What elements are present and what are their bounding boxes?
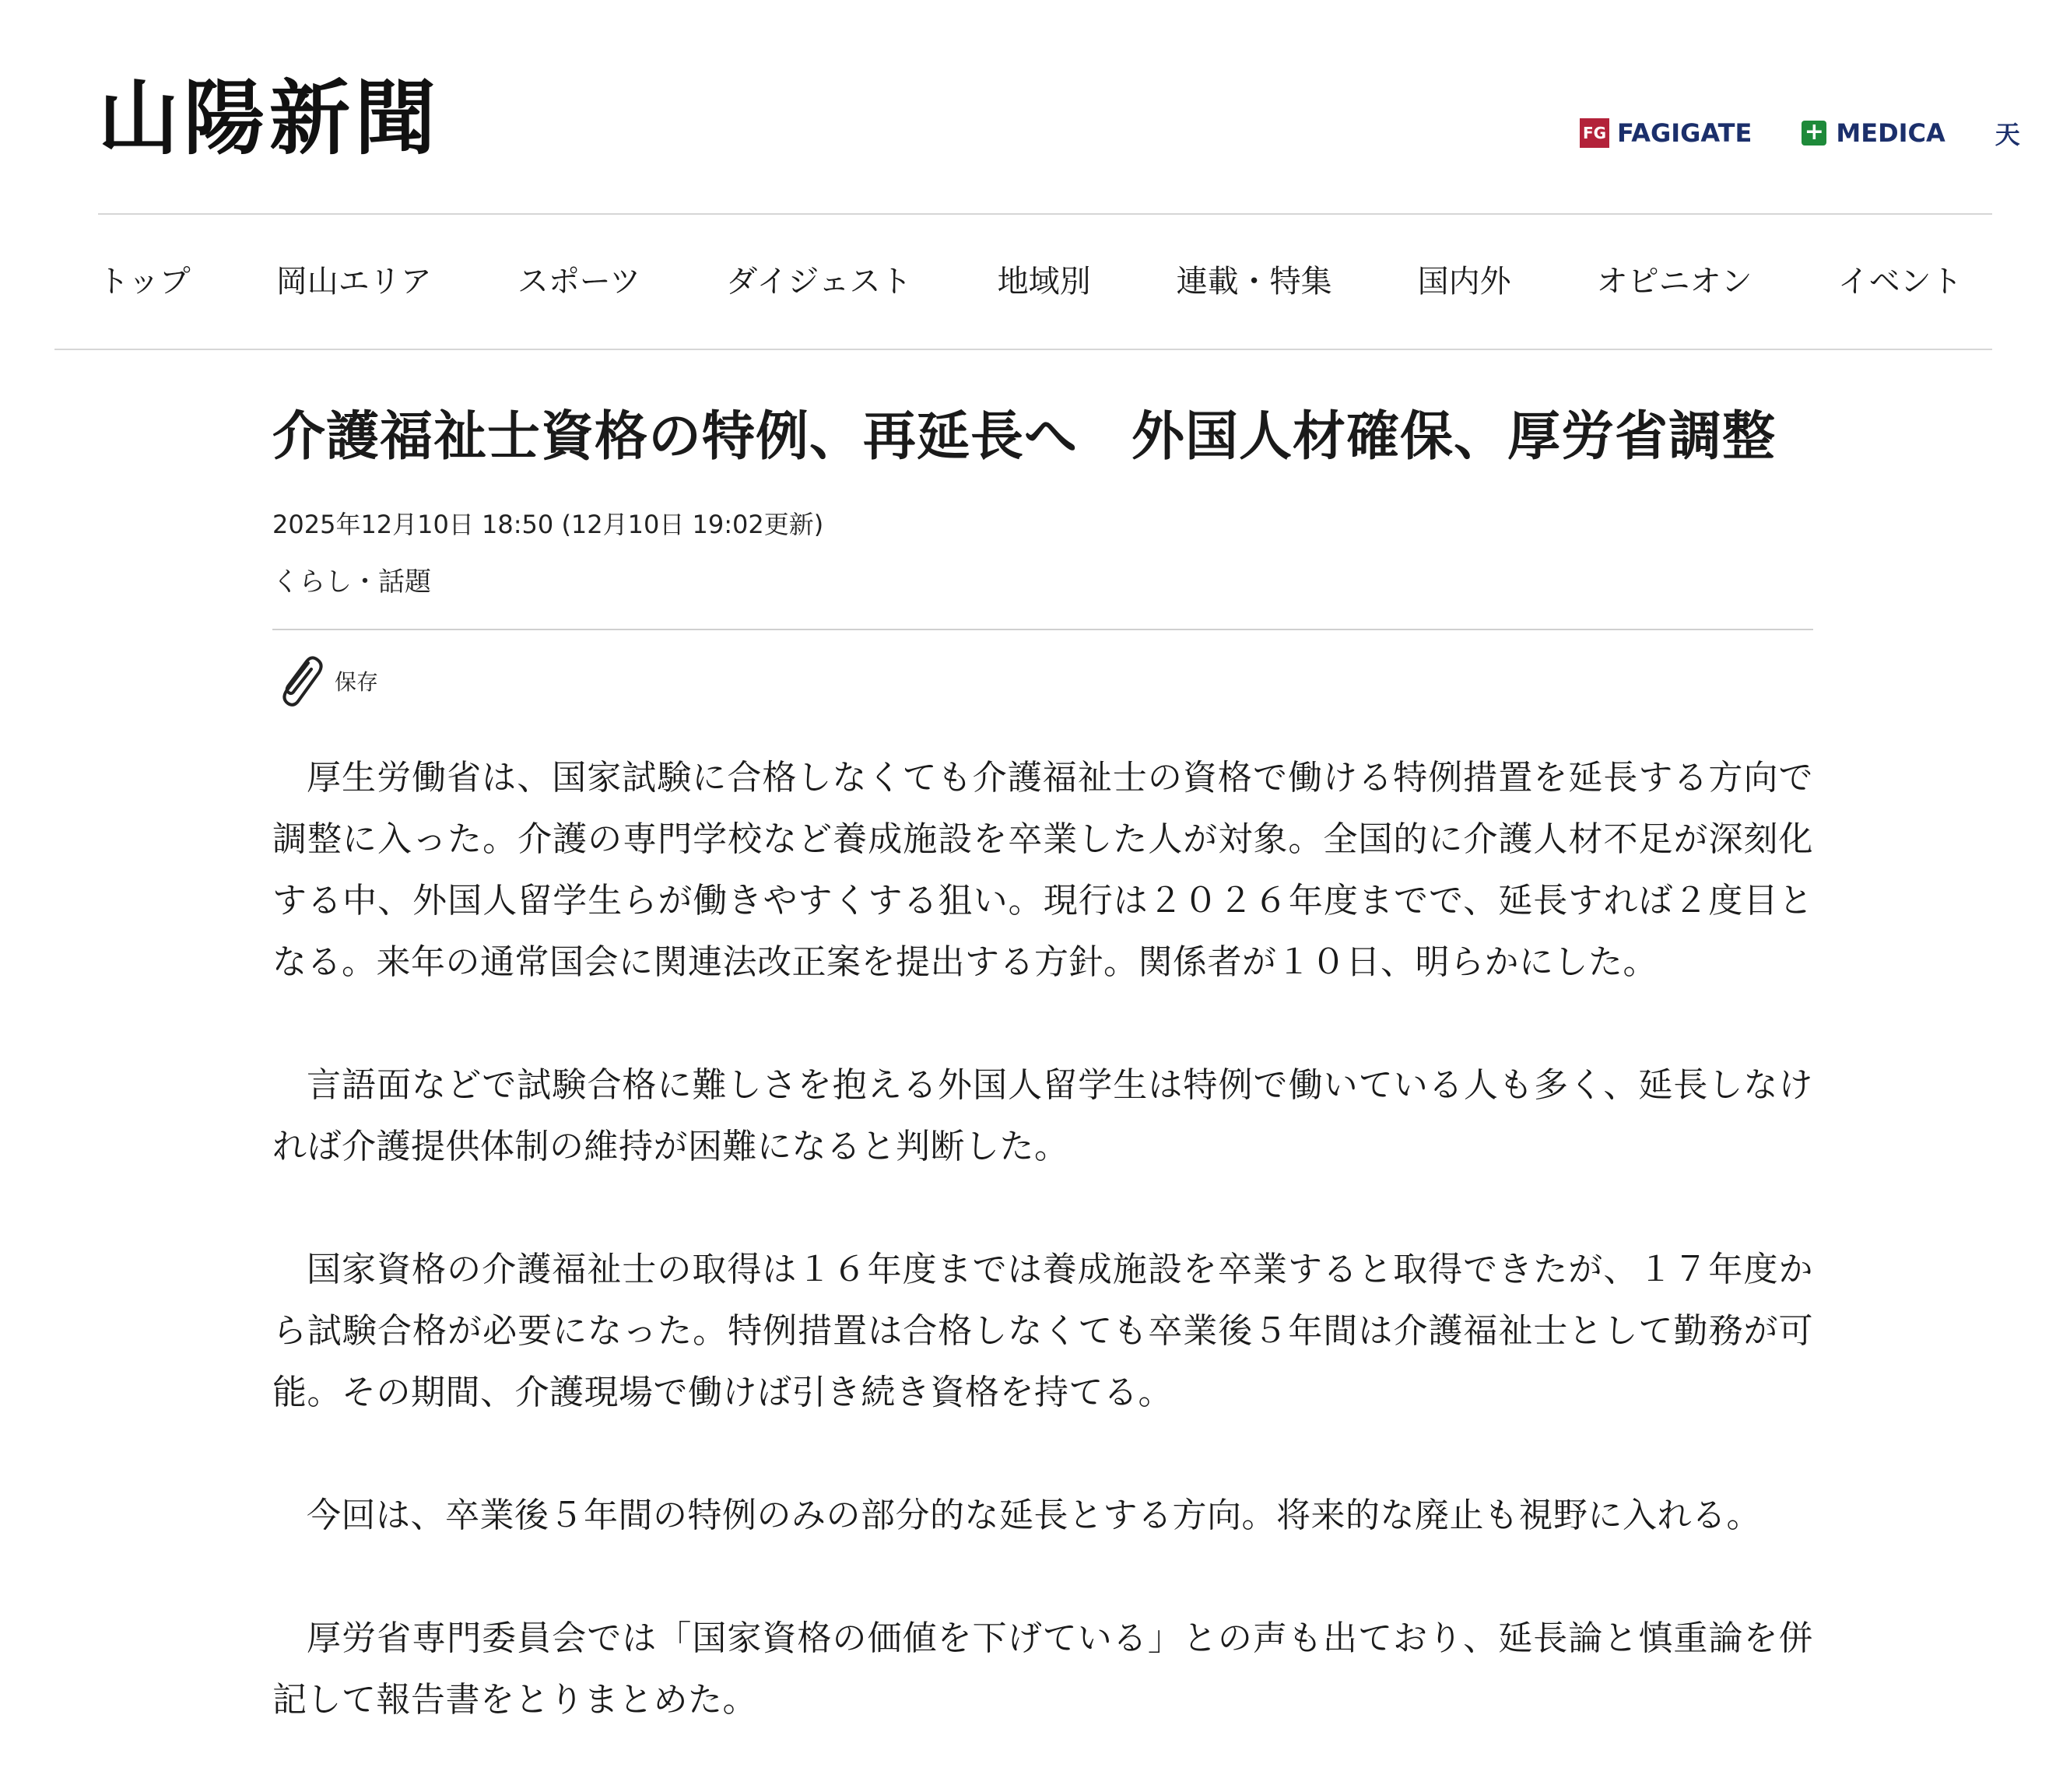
partner-link-third[interactable]: [1995, 115, 2020, 151]
partner-link-medica[interactable]: [1802, 118, 1945, 148]
nav-item-by-region[interactable]: 地域別: [997, 264, 1091, 300]
article-timestamp: 2025年12月10日 18:50 (12月10日 19:02更新): [272, 510, 824, 539]
article-paragraph: 国家資格の介護福祉士の取得は１６年度までは養成施設を卒業すると取得できたが、１７年度から試験合格が必要になった。特例措置は合格しなくても卒業後５年間は介護福祉士として勤務が可能。その期間、介護現場で働けば引き続き資格を持てる。: [272, 1250, 1813, 1412]
nav-item-event[interactable]: イベント: [1837, 264, 1963, 300]
nav-item-series-features[interactable]: 連載・特集: [1176, 264, 1332, 300]
header-divider: [98, 213, 1992, 215]
medica-plus-icon: +: [1802, 121, 1826, 146]
partner-label: FAGIGATE: [1617, 118, 1752, 148]
article-paragraph: 言語面などで試験合格に難しさを抱える外国人留学生は特例で働いている人も多く、延長しなければ介護提供体制の維持が困難になると判断した。: [272, 1065, 1813, 1166]
partner-link-fagigate[interactable]: [1580, 118, 1752, 148]
nav-divider: [54, 349, 1992, 350]
article-body: [272, 747, 1813, 1731]
nav-item-opinion[interactable]: オピニオン: [1596, 264, 1752, 300]
article-paragraph: 今回は、卒業後５年間の特例のみの部分的な延長とする方向。将来的な廃止も視野に入れる。: [307, 1496, 1761, 1535]
partner-label: MEDICA: [1836, 118, 1945, 148]
save-button[interactable]: [272, 652, 1813, 710]
article-paragraph: 厚労省専門委員会では「国家資格の価値を下げている」との声も出ており、延長論と慎重論を併記して報告書をとりまとめた。: [272, 1618, 1813, 1720]
main-nav: [98, 258, 2048, 305]
site-logo[interactable]: 山陽新聞: [98, 70, 441, 166]
article-paragraph: 厚生労働省は、国家試験に合格しなくても介護福祉士の資格で働ける特例措置を延長する方向で調整に入った。介護の専門学校など養成施設を卒業した人が対象。全国的に介護人材不足が深刻化する中、外国人留学生らが働きやすくする狙い。現行は２０２６年度までで、延長すれば２度目となる。来年の通常国会に関連法改正案を提出する方針。関係者が１０日、明らかにした。: [272, 758, 1813, 982]
paperclip-icon: [272, 652, 327, 710]
article-category[interactable]: くらし・話題: [272, 566, 431, 598]
partner-links: [1580, 115, 2070, 151]
article: [272, 398, 1813, 1792]
nav-item-domestic-international[interactable]: 国内外: [1417, 264, 1511, 300]
site-header: [0, 0, 2020, 300]
partner-label: 天: [1995, 120, 2020, 149]
nav-item-digest[interactable]: ダイジェスト: [726, 264, 912, 300]
fagigate-icon: FG: [1580, 118, 1609, 148]
nav-item-okayama-area[interactable]: 岡山エリア: [275, 264, 432, 300]
article-title: 介護福祉士資格の特例、再延長へ 外国人材確保、厚労省調整: [272, 406, 1777, 468]
nav-item-sports[interactable]: スポーツ: [517, 264, 641, 300]
article-divider: [272, 629, 1813, 630]
nav-item-top[interactable]: トップ: [98, 264, 191, 300]
save-label: 保存: [335, 669, 379, 695]
